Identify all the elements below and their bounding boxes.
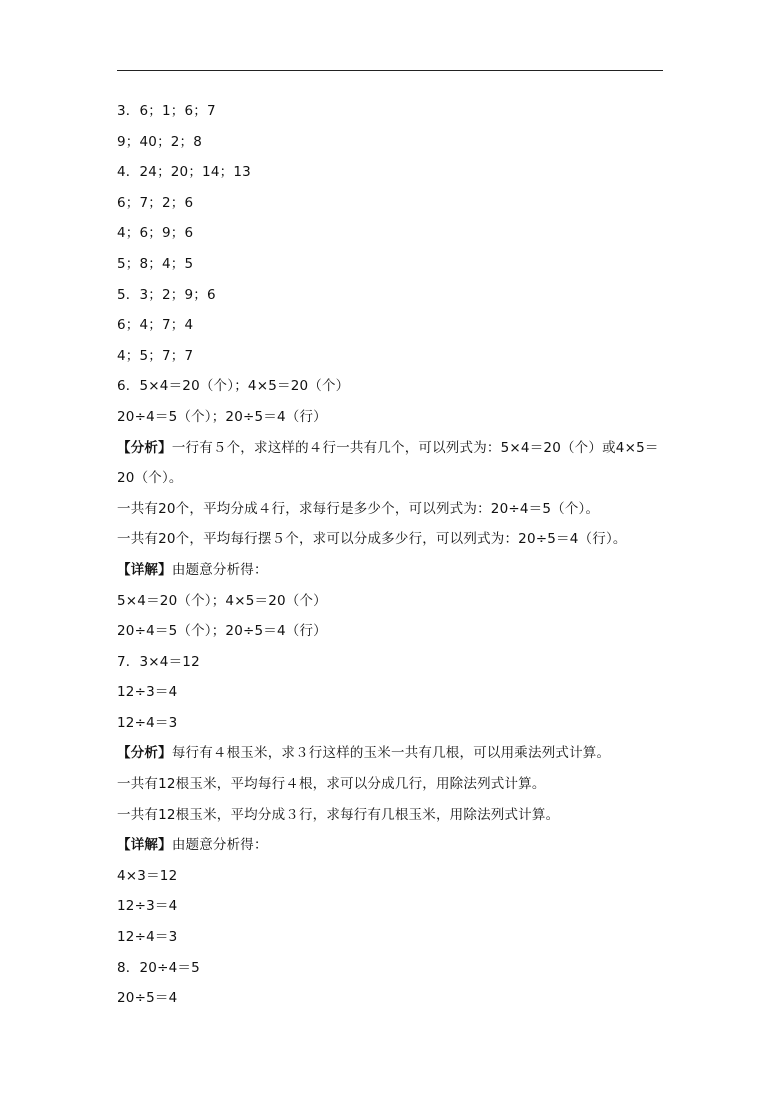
analysis-paragraph	[117, 433, 663, 494]
text-line: 9；40；2；8	[117, 133, 203, 150]
text-line: 20÷5＝4	[117, 990, 178, 1007]
text-line: 一共有20个，平均每行摆５个，求可以分成多少行，可以列式为：20÷5＝4（行）。	[117, 531, 627, 548]
analysis-line	[117, 738, 663, 769]
text-line: 一共有20个，平均分成４行，求每行是多少个，可以列式为：20÷4＝5（个）。	[117, 500, 600, 517]
text-line: 6；7；2；6	[117, 194, 194, 211]
text-line: 5．3；2；9；6	[117, 286, 216, 303]
text-line: 6．5×4＝20（个）；4×5＝20（个）	[117, 378, 350, 395]
analysis-text: 一行有５个，求这样的４行一共有几个，可以列式为：5×4＝20（个）或4×5＝20（个）。	[117, 439, 659, 487]
analysis-text: 每行有４根玉米，求３行这样的玉米一共有几根，可以用乘法列式计算。	[171, 745, 611, 762]
detail-tag: 【详解】	[117, 837, 172, 854]
text-line: 7．3×4＝12	[117, 653, 200, 670]
text-line: 4×3＝12	[117, 867, 178, 884]
text-line: 一共有12根玉米，平均每行４根，求可以分成几行，用除法列式计算。	[117, 776, 546, 793]
text-line: 一共有12根玉米，平均分成３行，求每行有几根玉米，用除法列式计算。	[117, 806, 560, 823]
text-line: 12÷4＝3	[117, 714, 178, 731]
detail-tag: 【详解】	[117, 561, 172, 578]
text-line: 4．24；20；14；13	[117, 164, 251, 181]
text-line: 12÷3＝4	[117, 898, 178, 915]
detail-text: 由题意分析得：	[171, 837, 268, 854]
text-line: 4；5；7；7	[117, 347, 194, 364]
text-line: 5×4＝20（个）；4×5＝20（个）	[117, 592, 327, 609]
detail-line	[117, 830, 663, 861]
text-line: 20÷4＝5（个）；20÷5＝4（行）	[117, 623, 327, 640]
analysis-tag: 【分析】	[117, 439, 172, 456]
header-rule	[117, 70, 663, 71]
text-line: 12÷4＝3	[117, 929, 178, 946]
detail-text: 由题意分析得：	[171, 561, 268, 578]
analysis-tag: 【分析】	[117, 745, 172, 762]
text-line: 20÷4＝5（个）；20÷5＝4（行）	[117, 408, 327, 425]
text-line: 12÷3＝4	[117, 684, 178, 701]
text-line: 8．20÷4＝5	[117, 959, 200, 976]
text-line: 6；4；7；4	[117, 317, 194, 334]
answer-content	[117, 96, 663, 1014]
text-line: 4；6；9；6	[117, 225, 194, 242]
text-line: 5；8；4；5	[117, 255, 194, 272]
text-line: 3．6；1；6；7	[117, 103, 216, 119]
detail-line	[117, 555, 663, 586]
